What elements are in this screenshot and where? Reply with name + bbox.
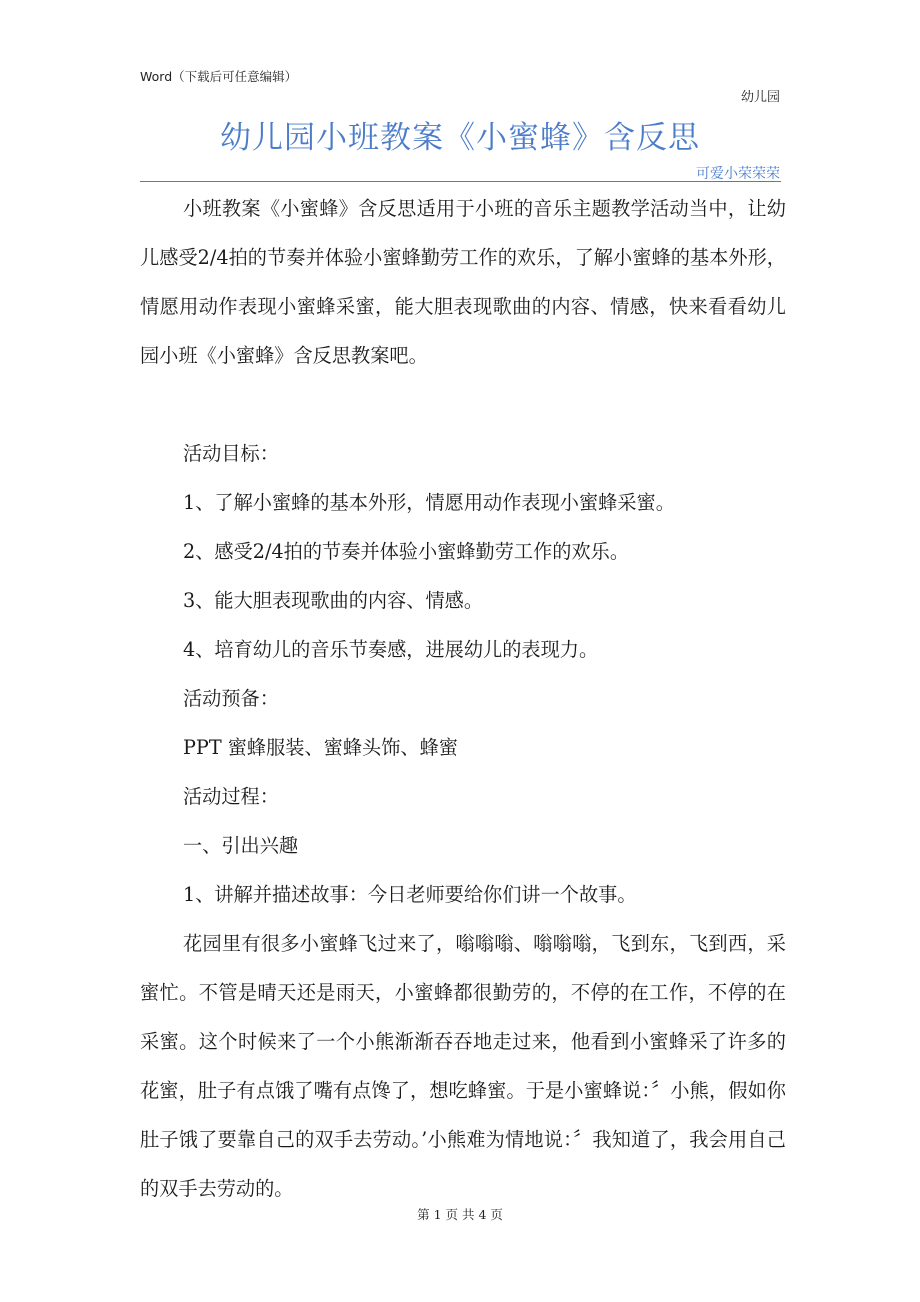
intro-paragraph: 小班教案《小蜜蜂》含反思适用于小班的音乐主题教学活动当中，让幼儿感受2/4拍的节奏并体验小蜜蜂勤劳工作的欢乐，了解小蜜蜂的基本外形，情愿用动作表现小蜜蜂采蜜，能大胆表现歌曲的内容、情感，快来看看幼儿园小班《小蜜蜂》含反思教案吧。 [140,197,786,367]
header-category: 幼儿园 [740,90,780,105]
section-heading: 一、引出兴趣 [183,834,299,857]
goal-item: 3、能大胆表现歌曲的内容、情感。 [183,589,484,612]
paragraph-spacer [140,380,786,429]
document-body [140,184,786,1213]
page-title: 幼儿园小班教案《小蜜蜂》含反思 [220,120,700,156]
goal-item: 1、了解小蜜蜂的基本外形，情愿用动作表现小蜜蜂采蜜。 [183,491,675,514]
process-heading: 活动过程： [183,785,279,808]
goal-item: 2、感受2/4拍的节奏并体验小蜜蜂勤劳工作的欢乐。 [183,540,630,563]
prep-items: PPT 蜜蜂服装、蜜蜂头饰、蜂蜜 [183,736,458,759]
document-author: 可爱小荣荣荣 [696,166,780,182]
header-note: Word（下载后可任意编辑） [140,69,298,84]
goal-item: 4、培育幼儿的音乐节奏感，进展幼儿的表现力。 [183,638,599,661]
story-paragraph: 花园里有很多小蜜蜂飞过来了，嗡嗡嗡、嗡嗡嗡，飞到东，飞到西，采蜜忙。不管是晴天还是雨天，小蜜蜂都很勤劳的，不停的在工作，不停的在采蜜。这个时候来了一个小熊渐渐吞吞地走过来，他看到小蜜蜂采了许多的花蜜，肚子有点饿了嘴有点馋了，想吃蜂蜜。于是小蜜蜂说：〞小熊，假如你肚子饿了要靠自己的双手去劳动。’小熊难为情地说：〞我知道了，我会用自己的双手去劳动的。 [140,932,786,1200]
step-item: 1、讲解并描述故事：今日老师要给你们讲一个故事。 [183,883,637,906]
prep-heading: 活动预备： [183,687,279,710]
goals-heading: 活动目标： [183,442,279,465]
title-divider [140,181,781,182]
page-number: 第 1 页 共 4 页 [417,1207,503,1222]
